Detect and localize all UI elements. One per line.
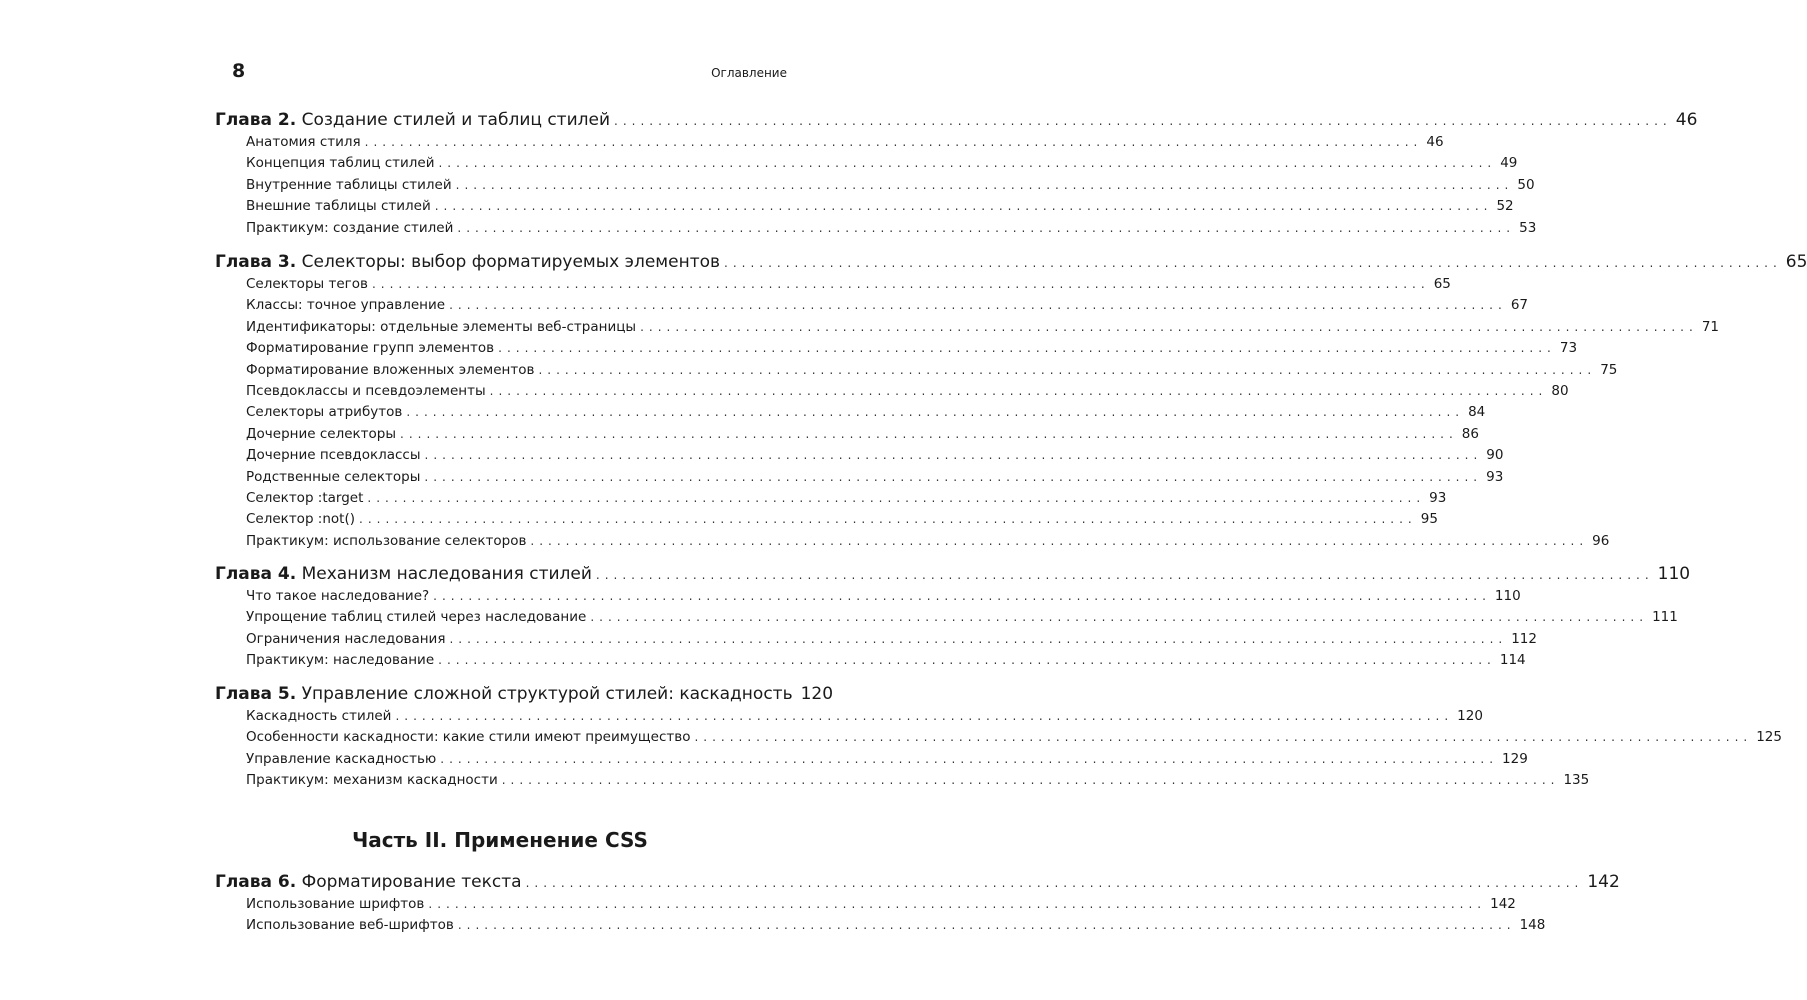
chapter-title: Механизм наследования стилей xyxy=(301,564,592,584)
section-title: Псевдоклассы и псевдоэлементы xyxy=(246,382,486,399)
section-title: Дочерние псевдоклассы xyxy=(246,447,421,464)
dot-leader: ........................................................................................................................ xyxy=(640,319,1698,334)
section-entry[interactable] xyxy=(215,176,1535,198)
section-entry[interactable] xyxy=(215,772,1590,793)
section-title: Каскадность стилей xyxy=(246,708,392,724)
dot-leader: ........................................................................................................................ xyxy=(406,405,1465,420)
dot-leader: ........................................................................................................................ xyxy=(400,426,1458,441)
dot-leader: ........................................................................................................................ xyxy=(538,362,1597,377)
chapter-4 xyxy=(215,564,1691,674)
section-title: Что такое наследование? xyxy=(246,588,430,604)
section-page: 73 xyxy=(1559,340,1578,357)
dot-leader: ........................................................................................................................ xyxy=(694,730,1753,745)
section-page: 86 xyxy=(1461,425,1479,442)
chapter-page: 120 xyxy=(800,684,834,704)
section-title: Практикум: использование селекторов xyxy=(246,532,527,549)
chapter-page: 110 xyxy=(1657,564,1691,584)
chapter-heading[interactable] xyxy=(215,564,1691,588)
section-title: Дочерние селекторы xyxy=(246,425,397,442)
section-title: Родственные селекторы xyxy=(246,468,421,485)
chapter-title: Создание стилей и таблиц стилей xyxy=(301,110,611,130)
chapter-2 xyxy=(215,110,1698,241)
dot-leader: ........................................................................................................................ xyxy=(724,256,1782,270)
section-page: 95 xyxy=(1420,511,1438,528)
section-page: 90 xyxy=(1486,447,1504,464)
section-entry[interactable] xyxy=(215,511,1438,532)
section-page: 46 xyxy=(1426,134,1444,150)
section-entry[interactable] xyxy=(215,134,1444,155)
section-page: 114 xyxy=(1499,652,1526,669)
section-page: 120 xyxy=(1457,708,1483,724)
dot-leader: ........................................................................................................................ xyxy=(433,589,1491,603)
section-title: Концепция таблиц стилей xyxy=(246,155,435,172)
section-entry[interactable] xyxy=(215,382,1569,404)
section-title: Внешние таблицы стилей xyxy=(246,198,431,215)
section-entry[interactable] xyxy=(215,198,1514,219)
dot-leader: ........................................................................................................................ xyxy=(424,469,1483,484)
section-entry[interactable] xyxy=(215,361,1618,383)
chapter-6 xyxy=(215,872,1620,939)
section-entry[interactable] xyxy=(215,609,1678,630)
section-title: Форматирование вложенных элементов xyxy=(246,361,535,378)
dot-leader: ........................................................................................................................ xyxy=(364,135,1423,149)
section-page: 96 xyxy=(1592,532,1610,549)
section-title: Использование веб-шрифтов xyxy=(246,917,454,934)
section-title: Практикум: механизм каскадности xyxy=(246,772,498,789)
section-page: 71 xyxy=(1701,318,1719,335)
dot-leader: ........................................................................................................................ xyxy=(449,631,1508,646)
running-title: Оглавление xyxy=(711,66,787,80)
section-title: Селекторы атрибутов xyxy=(246,404,403,421)
dot-leader: ........................................................................................................................ xyxy=(438,156,1497,171)
chapter-page: 65 xyxy=(1785,252,1807,272)
chapter-5 xyxy=(215,684,1782,794)
section-title: Особенности каскадности: какие стили имеют преимущество xyxy=(246,729,691,746)
section-entry[interactable] xyxy=(215,340,1578,361)
section-entry[interactable] xyxy=(215,297,1528,318)
section-entry[interactable] xyxy=(215,447,1504,468)
chapter-page: 142 xyxy=(1587,872,1620,892)
section-title: Форматирование групп элементов xyxy=(246,340,495,357)
section-page: 110 xyxy=(1494,588,1521,604)
chapter-label: Глава 5. xyxy=(215,684,297,704)
section-title: Практикум: наследование xyxy=(246,652,435,669)
section-entry[interactable] xyxy=(215,155,1518,176)
section-title: Упрощение таблиц стилей через наследование xyxy=(246,609,587,626)
dot-leader: ........................................................................................................................ xyxy=(457,220,1516,235)
section-page: 80 xyxy=(1551,382,1569,399)
section-entry[interactable] xyxy=(215,425,1479,447)
section-title: Классы: точное управление xyxy=(246,297,446,314)
section-page: 65 xyxy=(1433,276,1451,292)
section-page: 50 xyxy=(1517,176,1535,193)
section-page: 84 xyxy=(1468,404,1486,421)
dot-leader: ........................................................................................................................ xyxy=(614,114,1672,128)
dot-leader: ........................................................................................................................ xyxy=(449,298,1507,313)
section-title: Селекторы тегов xyxy=(246,276,368,292)
section-entry[interactable] xyxy=(215,588,1521,609)
dot-leader: ........................................................................................................................ xyxy=(395,709,1454,723)
chapter-label: Глава 3. xyxy=(215,252,297,272)
section-entry[interactable] xyxy=(215,468,1504,490)
chapter-heading[interactable] xyxy=(215,872,1620,896)
section-entry[interactable] xyxy=(215,917,1546,938)
dot-leader: ........................................................................................................................ xyxy=(367,490,1426,505)
dot-leader: ........................................................................................................................ xyxy=(525,876,1584,890)
section-title: Внутренние таблицы стилей xyxy=(246,176,452,193)
section-page: 75 xyxy=(1600,361,1618,378)
section-page: 93 xyxy=(1429,489,1447,506)
section-entry[interactable] xyxy=(215,489,1447,511)
section-entry[interactable] xyxy=(215,630,1537,652)
chapter-3 xyxy=(215,252,1807,554)
dot-leader: ........................................................................................................................ xyxy=(489,383,1548,398)
section-page: 111 xyxy=(1652,609,1678,626)
dot-leader: ........................................................................................................................ xyxy=(434,199,1493,214)
section-entry[interactable] xyxy=(215,276,1451,297)
section-entry[interactable] xyxy=(215,896,1516,917)
chapter-heading[interactable] xyxy=(215,110,1698,134)
chapter-label: Глава 4. xyxy=(215,564,297,584)
section-page: 129 xyxy=(1502,750,1528,767)
chapter-heading[interactable] xyxy=(215,684,834,708)
dot-leader: ........................................................................................................................ xyxy=(590,610,1649,625)
section-title: Селектор :not() xyxy=(246,511,355,528)
section-page: 67 xyxy=(1510,297,1528,314)
chapter-label: Глава 2. xyxy=(215,110,297,130)
dot-leader: ........................................................................................................................ xyxy=(455,177,1514,192)
dot-leader: ........................................................................................................................ xyxy=(457,918,1516,933)
section-page: 148 xyxy=(1519,917,1546,934)
dot-leader: ........................................................................................................................ xyxy=(359,512,1417,527)
section-title: Практикум: создание стилей xyxy=(246,219,454,236)
dot-leader: ........................................................................................................................ xyxy=(438,653,1496,668)
section-title: Управление каскадностью xyxy=(246,750,437,767)
section-page: 125 xyxy=(1756,729,1782,746)
section-title: Использование шрифтов xyxy=(246,896,425,912)
chapter-heading[interactable] xyxy=(215,252,1807,276)
section-page: 53 xyxy=(1519,219,1537,236)
section-page: 52 xyxy=(1496,198,1514,215)
dot-leader: ........................................................................................................................ xyxy=(424,448,1483,463)
dot-leader: ........................................................................................................................ xyxy=(595,568,1654,582)
dot-leader: ........................................................................................................................ xyxy=(440,751,1499,766)
section-page: 112 xyxy=(1511,630,1537,647)
page-number: 8 xyxy=(232,60,246,82)
chapter-title: Селекторы: выбор форматируемых элементов xyxy=(301,252,721,272)
section-entry[interactable] xyxy=(215,729,1782,750)
section-page: 135 xyxy=(1563,772,1590,789)
chapter-title: Форматирование текста xyxy=(301,872,522,892)
section-entry[interactable] xyxy=(215,750,1528,772)
section-title: Ограничения наследования xyxy=(246,630,446,647)
chapter-page: 46 xyxy=(1675,110,1698,130)
section-entry[interactable] xyxy=(215,219,1537,241)
section-page: 93 xyxy=(1486,468,1504,485)
chapter-label: Глава 6. xyxy=(215,872,297,892)
section-entry[interactable] xyxy=(215,652,1526,673)
dot-leader: ........................................................................................................................ xyxy=(371,277,1430,291)
chapter-title: Управление сложной структурой стилей: каскадность xyxy=(301,684,793,704)
dot-leader: ........................................................................................................................ xyxy=(501,773,1560,788)
section-title: Анатомия стиля xyxy=(246,134,361,150)
section-entry[interactable] xyxy=(215,708,1483,729)
dot-leader: ........................................................................................................................ xyxy=(530,533,1589,548)
part-title: Часть II. Применение CSS xyxy=(352,828,648,852)
section-page: 142 xyxy=(1490,896,1516,912)
section-title: Идентификаторы: отдельные элементы веб-страницы xyxy=(246,318,637,335)
section-entry[interactable] xyxy=(215,404,1486,425)
section-page: 49 xyxy=(1500,155,1518,172)
section-entry[interactable] xyxy=(215,532,1610,554)
section-title: Селектор :target xyxy=(246,489,364,506)
dot-leader: ........................................................................................................................ xyxy=(428,897,1487,911)
section-entry[interactable] xyxy=(215,318,1719,340)
dot-leader: ........................................................................................................................ xyxy=(498,341,1556,356)
